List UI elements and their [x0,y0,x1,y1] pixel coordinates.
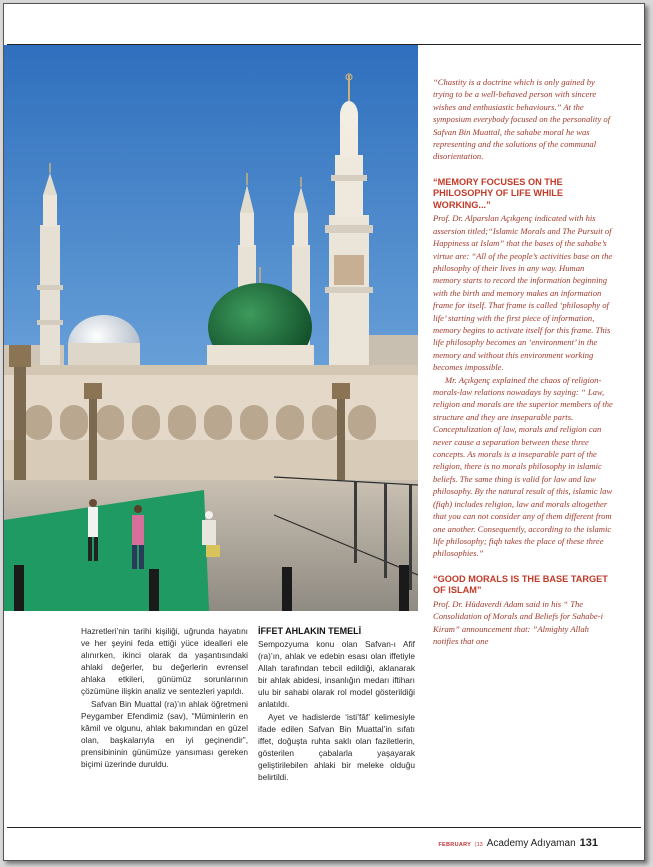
paragraph-acikgenc-1: Prof. Dr. Alparslan Açıkgenç indicated with his assersion titled;“Islamic Morals and The Pursuit of Happiness at Islam” that the bases of the sahabe’s virtue are: “All of the people’s activities base on the philosophy of their lives in any way. Human memory starts to record the information beginning with the birth and memory makes an information frame for itself. That frame is called ‘philosophy of life’ starting with the first piece of information, memory begins to activate itself for this frame. This life philosophy becomes an ‘environment’ in the memory and without this environment working becomes impossible. [433,213,613,373]
english-column [433,76,613,647]
turkish-column-left [81,625,248,770]
section-heading-memory: “MEMORY FOCUSES ON THE PHILOSOPHY OF LIFE WHILE WORKING...” [433,176,563,210]
bottom-rule [7,827,641,828]
paragraph-left-1: Hazretleri’nin tarihi kişiliği, uğrunda hayatını ve her şeyini feda ettiği yüce idealleri ele alınırken, ikinci olarak da yaşantısındaki ahlaki değerler, bu değerlerin evrensel ahlaka etkileri, günümüz sorunlarının çözümüne ilişkin analiz ve sentezleri yapıldı. [81,626,248,697]
section-heading-iffet: İFFET AHLAKIN TEMELİ [258,626,362,636]
paragraph-left-2: Safvan Bin Muattal (ra)’ın ahlak öğretmeni Peygamber Efendimiz (sav), “Müminlerin en kâmil ve olgunu, ahlak bakımından en güzel olan, başkalarıyla en iyi geçinendir”, prensibininin günümüze yansıması gereken biçimi üzerinde duruldu. [81,698,248,770]
paragraph-middle-1: Sempozyuma konu olan Safvan-ı Afif (ra)’ın, ahlak ve edebin esası olan iffetiyle Allah tarafından tebcil edildiği, aklanarak bir ahlak abidesi, insanlığın medarı iftiharı ulu bir sahabi olarak rol model gösterildiği anlatıldı. [258,639,415,710]
paragraph-acikgenc-2: Mr. Açıkgenç explained the chaos of religion-morals-law relations nowadays by saying: “ Law, religion and morals are the superior members of the structure and they are inseparable parts. Conceptulization of law, morals and religion can never cause a separation between these three concepts. As morals is a inseparable part of the religion, there is no morals philosophy in islamic beliefs. The same thing is valid for law and law philosophy. By the natural result of this, islamic law (fiqh) includes religion, law and morals altogether that you can not consider any of them different from one another. Consequently, according to the islamic life philosophy; fiqh takes the place of these three philosophies.” [433,374,613,559]
intro-quote: “Chastity is a doctrine which is only gained by trying to be a well-behaved person with sincere wishes and enthusiastic behaviours.” At the symposium everybody focused on the personality of Safvan Bin Muattal, the sahabe moral he was representing and the solutions of the communal disorientation. [433,77,611,162]
footer-magazine-name: Academy Adıyaman [486,838,576,849]
section-heading-good-morals: “GOOD MORALS IS THE BASE TARGET OF ISLAM” [433,573,608,596]
page-number: 131 [579,837,598,849]
paragraph-middle-2: Ayet ve hadislerde ‘isti’fâf’ kelimesiyle ifade edilen Safvan Bin Muattal’in sıfatı iffet, doğuşta ruhta saklı olan faziletlerin, gösterilen çabalarla yaşayarak geliştirilebilen ahlaki bir meleke olduğu belirtildi. [258,711,415,783]
paragraph-adam: Prof. Dr. Hüdaverdi Adam said in his “ The Consolidation of Morals and Beliefs for Sahabe-i Kiram” announcement that: ”Almighty Allah notifies that one [433,598,603,646]
turkish-column-middle [258,625,415,783]
footer-year: |13 [475,842,483,848]
page-footer [438,837,598,849]
magazine-page [3,3,645,861]
footer-month: FEBRUARY [438,842,472,848]
mosque-photograph [4,45,418,611]
